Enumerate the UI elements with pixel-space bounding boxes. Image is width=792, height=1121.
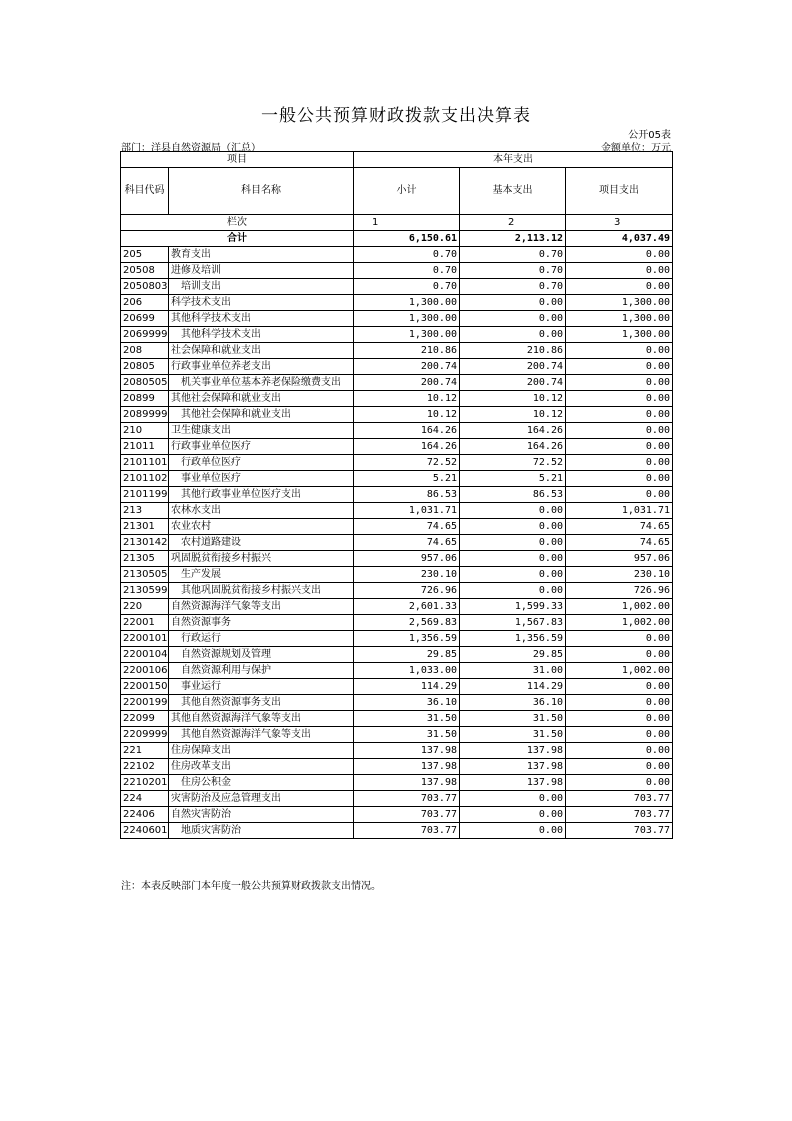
row-name: 农业农村	[169, 519, 354, 535]
row-code: 22102	[121, 759, 169, 775]
row-subtotal: 74.65	[354, 519, 460, 535]
row-code: 20899	[121, 391, 169, 407]
row-name: 科学技术支出	[169, 295, 354, 311]
table-row	[121, 343, 673, 359]
row-code: 2130599	[121, 583, 169, 599]
row-code: 206	[121, 295, 169, 311]
row-code: 2101199	[121, 487, 169, 503]
row-code: 2200199	[121, 695, 169, 711]
table-row	[121, 823, 673, 839]
table-row	[121, 615, 673, 631]
row-code: 205	[121, 247, 169, 263]
row-project: 0.00	[566, 439, 673, 455]
row-subtotal: 2,569.83	[354, 615, 460, 631]
row-name: 住房公积金	[169, 775, 354, 791]
table-row	[121, 551, 673, 567]
row-code: 2130505	[121, 567, 169, 583]
column-index-row	[121, 215, 673, 231]
row-name: 社会保障和就业支出	[169, 343, 354, 359]
row-project: 0.00	[566, 743, 673, 759]
total-label: 合计	[121, 231, 354, 247]
column-index-1: 1	[354, 215, 460, 231]
row-subtotal: 703.77	[354, 791, 460, 807]
row-project: 74.65	[566, 535, 673, 551]
row-code: 2240601	[121, 823, 169, 839]
row-subtotal: 74.65	[354, 535, 460, 551]
row-code: 2200150	[121, 679, 169, 695]
form-code: 公开05表	[628, 130, 671, 141]
row-code: 213	[121, 503, 169, 519]
column-index-3: 3	[566, 215, 673, 231]
row-basic: 10.12	[460, 407, 566, 423]
table-row	[121, 279, 673, 295]
row-project: 0.00	[566, 455, 673, 471]
row-basic: 164.26	[460, 439, 566, 455]
table-row	[121, 583, 673, 599]
unit-label: 金额单位：万元	[601, 143, 671, 154]
row-code: 208	[121, 343, 169, 359]
row-project: 0.00	[566, 279, 673, 295]
row-project: 0.00	[566, 727, 673, 743]
row-name: 进修及培训	[169, 263, 354, 279]
row-subtotal: 31.50	[354, 727, 460, 743]
table-row	[121, 423, 673, 439]
row-project: 0.00	[566, 631, 673, 647]
row-basic: 0.00	[460, 311, 566, 327]
header-name: 科目名称	[169, 168, 354, 215]
row-project: 0.00	[566, 343, 673, 359]
header-code: 科目代码	[121, 168, 169, 215]
table-row	[121, 663, 673, 679]
row-project: 0.00	[566, 487, 673, 503]
row-name: 自然资源利用与保护	[169, 663, 354, 679]
row-subtotal: 1,300.00	[354, 327, 460, 343]
table-row	[121, 807, 673, 823]
row-subtotal: 164.26	[354, 423, 460, 439]
row-subtotal: 957.06	[354, 551, 460, 567]
row-project: 0.00	[566, 407, 673, 423]
row-project: 0.00	[566, 775, 673, 791]
row-project: 0.00	[566, 359, 673, 375]
row-name: 其他社会保障和就业支出	[169, 407, 354, 423]
row-project: 0.00	[566, 263, 673, 279]
row-basic: 114.29	[460, 679, 566, 695]
table-row	[121, 519, 673, 535]
table-row	[121, 535, 673, 551]
row-code: 224	[121, 791, 169, 807]
row-name: 其他自然资源海洋气象等支出	[169, 711, 354, 727]
header-row-1	[121, 152, 673, 168]
row-subtotal: 210.86	[354, 343, 460, 359]
row-project: 1,002.00	[566, 663, 673, 679]
row-name: 培训支出	[169, 279, 354, 295]
row-subtotal: 703.77	[354, 823, 460, 839]
row-name: 住房改革支出	[169, 759, 354, 775]
row-basic: 36.10	[460, 695, 566, 711]
row-project: 957.06	[566, 551, 673, 567]
row-name: 其他行政事业单位医疗支出	[169, 487, 354, 503]
row-subtotal: 10.12	[354, 391, 460, 407]
header-basic: 基本支出	[460, 168, 566, 215]
row-name: 其他科学技术支出	[169, 327, 354, 343]
row-project: 1,300.00	[566, 295, 673, 311]
row-name: 其他自然资源海洋气象等支出	[169, 727, 354, 743]
table-row	[121, 695, 673, 711]
row-code: 2101101	[121, 455, 169, 471]
row-project: 1,002.00	[566, 615, 673, 631]
row-project: 0.00	[566, 247, 673, 263]
table-row	[121, 311, 673, 327]
row-code: 2200106	[121, 663, 169, 679]
row-project: 703.77	[566, 791, 673, 807]
row-project: 0.00	[566, 695, 673, 711]
table-row	[121, 711, 673, 727]
row-project: 0.00	[566, 471, 673, 487]
table-row	[121, 759, 673, 775]
table-row	[121, 407, 673, 423]
row-basic: 164.26	[460, 423, 566, 439]
row-basic: 72.52	[460, 455, 566, 471]
row-code: 2089999	[121, 407, 169, 423]
table-row	[121, 391, 673, 407]
row-name: 自然资源规划及管理	[169, 647, 354, 663]
row-basic: 0.00	[460, 327, 566, 343]
row-subtotal: 137.98	[354, 775, 460, 791]
row-code: 20699	[121, 311, 169, 327]
row-project: 0.00	[566, 423, 673, 439]
row-code: 221	[121, 743, 169, 759]
row-name: 自然资源事务	[169, 615, 354, 631]
row-subtotal: 137.98	[354, 759, 460, 775]
row-project: 0.00	[566, 647, 673, 663]
row-code: 2050803	[121, 279, 169, 295]
row-code: 20508	[121, 263, 169, 279]
row-basic: 0.00	[460, 551, 566, 567]
total-subtotal: 6,150.61	[354, 231, 460, 247]
row-basic: 200.74	[460, 359, 566, 375]
table-row	[121, 359, 673, 375]
table-row	[121, 327, 673, 343]
row-subtotal: 2,601.33	[354, 599, 460, 615]
row-code: 220	[121, 599, 169, 615]
row-basic: 29.85	[460, 647, 566, 663]
header-row-2	[121, 168, 673, 215]
row-basic: 0.00	[460, 583, 566, 599]
table-row	[121, 455, 673, 471]
row-name: 其他社会保障和就业支出	[169, 391, 354, 407]
row-name: 住房保障支出	[169, 743, 354, 759]
row-basic: 0.70	[460, 263, 566, 279]
row-basic: 0.00	[460, 519, 566, 535]
row-basic: 137.98	[460, 775, 566, 791]
row-subtotal: 29.85	[354, 647, 460, 663]
row-project: 726.96	[566, 583, 673, 599]
table-row	[121, 679, 673, 695]
table-row	[121, 599, 673, 615]
row-code: 22001	[121, 615, 169, 631]
row-code: 2130142	[121, 535, 169, 551]
header-current-year: 本年支出	[354, 152, 673, 168]
row-code: 2069999	[121, 327, 169, 343]
row-name: 行政事业单位医疗	[169, 439, 354, 455]
row-name: 其他科学技术支出	[169, 311, 354, 327]
row-name: 行政运行	[169, 631, 354, 647]
table-row	[121, 295, 673, 311]
row-basic: 0.00	[460, 791, 566, 807]
table-row	[121, 743, 673, 759]
row-project: 703.77	[566, 823, 673, 839]
row-basic: 31.50	[460, 711, 566, 727]
table-row	[121, 375, 673, 391]
row-project: 1,300.00	[566, 327, 673, 343]
row-basic: 137.98	[460, 759, 566, 775]
row-basic: 0.00	[460, 295, 566, 311]
row-name: 其他巩固脱贫衔接乡村振兴支出	[169, 583, 354, 599]
row-code: 2210201	[121, 775, 169, 791]
row-project: 74.65	[566, 519, 673, 535]
row-subtotal: 1,031.71	[354, 503, 460, 519]
row-subtotal: 726.96	[354, 583, 460, 599]
row-name: 农林水支出	[169, 503, 354, 519]
expenditure-table	[120, 151, 673, 839]
row-code: 22099	[121, 711, 169, 727]
row-code: 2101102	[121, 471, 169, 487]
row-subtotal: 36.10	[354, 695, 460, 711]
row-name: 巩固脱贫衔接乡村振兴	[169, 551, 354, 567]
row-name: 卫生健康支出	[169, 423, 354, 439]
table-row	[121, 487, 673, 503]
row-basic: 0.00	[460, 823, 566, 839]
row-subtotal: 10.12	[354, 407, 460, 423]
row-name: 其他自然资源事务支出	[169, 695, 354, 711]
row-name: 事业单位医疗	[169, 471, 354, 487]
row-basic: 0.00	[460, 503, 566, 519]
table-row	[121, 647, 673, 663]
row-subtotal: 0.70	[354, 279, 460, 295]
table-row	[121, 631, 673, 647]
page-title: 一般公共预算财政拨款支出决算表	[261, 106, 531, 126]
row-project: 703.77	[566, 807, 673, 823]
row-code: 21011	[121, 439, 169, 455]
row-basic: 10.12	[460, 391, 566, 407]
row-basic: 5.21	[460, 471, 566, 487]
row-code: 2209999	[121, 727, 169, 743]
row-code: 22406	[121, 807, 169, 823]
row-name: 自然灾害防治	[169, 807, 354, 823]
row-name: 地质灾害防治	[169, 823, 354, 839]
row-basic: 0.70	[460, 247, 566, 263]
row-basic: 31.50	[460, 727, 566, 743]
row-name: 教育支出	[169, 247, 354, 263]
department-label: 部门：洋县自然资源局（汇总）	[121, 143, 261, 154]
row-project: 1,002.00	[566, 599, 673, 615]
row-name: 事业运行	[169, 679, 354, 695]
row-code: 2080505	[121, 375, 169, 391]
row-subtotal: 230.10	[354, 567, 460, 583]
row-basic: 1,567.83	[460, 615, 566, 631]
table-row	[121, 503, 673, 519]
row-subtotal: 0.70	[354, 247, 460, 263]
row-subtotal: 200.74	[354, 375, 460, 391]
row-subtotal: 114.29	[354, 679, 460, 695]
row-basic: 210.86	[460, 343, 566, 359]
row-name: 生产发展	[169, 567, 354, 583]
row-basic: 86.53	[460, 487, 566, 503]
row-project: 0.00	[566, 391, 673, 407]
total-project: 4,037.49	[566, 231, 673, 247]
row-code: 2200101	[121, 631, 169, 647]
row-subtotal: 1,300.00	[354, 295, 460, 311]
table-row	[121, 727, 673, 743]
row-basic: 1,599.33	[460, 599, 566, 615]
table-row	[121, 471, 673, 487]
footnote: 注：本表反映部门本年度一般公共预算财政拨款支出情况。	[121, 881, 381, 892]
row-basic: 0.70	[460, 279, 566, 295]
row-subtotal: 1,300.00	[354, 311, 460, 327]
row-code: 2200104	[121, 647, 169, 663]
row-basic: 0.00	[460, 535, 566, 551]
row-name: 行政单位医疗	[169, 455, 354, 471]
row-subtotal: 200.74	[354, 359, 460, 375]
row-name: 行政事业单位养老支出	[169, 359, 354, 375]
row-project: 230.10	[566, 567, 673, 583]
row-subtotal: 137.98	[354, 743, 460, 759]
row-code: 21301	[121, 519, 169, 535]
table-row	[121, 247, 673, 263]
table-row	[121, 263, 673, 279]
row-project: 1,031.71	[566, 503, 673, 519]
row-basic: 1,356.59	[460, 631, 566, 647]
row-project: 0.00	[566, 375, 673, 391]
row-basic: 31.00	[460, 663, 566, 679]
row-code: 21305	[121, 551, 169, 567]
row-subtotal: 5.21	[354, 471, 460, 487]
table-row	[121, 775, 673, 791]
row-code: 20805	[121, 359, 169, 375]
table-row	[121, 791, 673, 807]
table-row	[121, 567, 673, 583]
total-basic: 2,113.12	[460, 231, 566, 247]
header-project: 项目支出	[566, 168, 673, 215]
table-row	[121, 439, 673, 455]
row-name: 灾害防治及应急管理支出	[169, 791, 354, 807]
row-subtotal: 1,033.00	[354, 663, 460, 679]
header-subtotal: 小计	[354, 168, 460, 215]
row-project: 0.00	[566, 711, 673, 727]
row-project: 1,300.00	[566, 311, 673, 327]
header-item: 项目	[121, 152, 354, 168]
row-subtotal: 703.77	[354, 807, 460, 823]
column-index-2: 2	[460, 215, 566, 231]
total-row	[121, 231, 673, 247]
row-subtotal: 0.70	[354, 263, 460, 279]
row-code: 210	[121, 423, 169, 439]
column-index-label: 栏次	[121, 215, 354, 231]
row-subtotal: 164.26	[354, 439, 460, 455]
row-subtotal: 31.50	[354, 711, 460, 727]
row-subtotal: 72.52	[354, 455, 460, 471]
row-name: 农村道路建设	[169, 535, 354, 551]
row-basic: 0.00	[460, 567, 566, 583]
row-project: 0.00	[566, 759, 673, 775]
row-subtotal: 1,356.59	[354, 631, 460, 647]
row-name: 机关事业单位基本养老保险缴费支出	[169, 375, 354, 391]
row-project: 0.00	[566, 679, 673, 695]
row-basic: 200.74	[460, 375, 566, 391]
row-basic: 137.98	[460, 743, 566, 759]
row-subtotal: 86.53	[354, 487, 460, 503]
row-basic: 0.00	[460, 807, 566, 823]
row-name: 自然资源海洋气象等支出	[169, 599, 354, 615]
